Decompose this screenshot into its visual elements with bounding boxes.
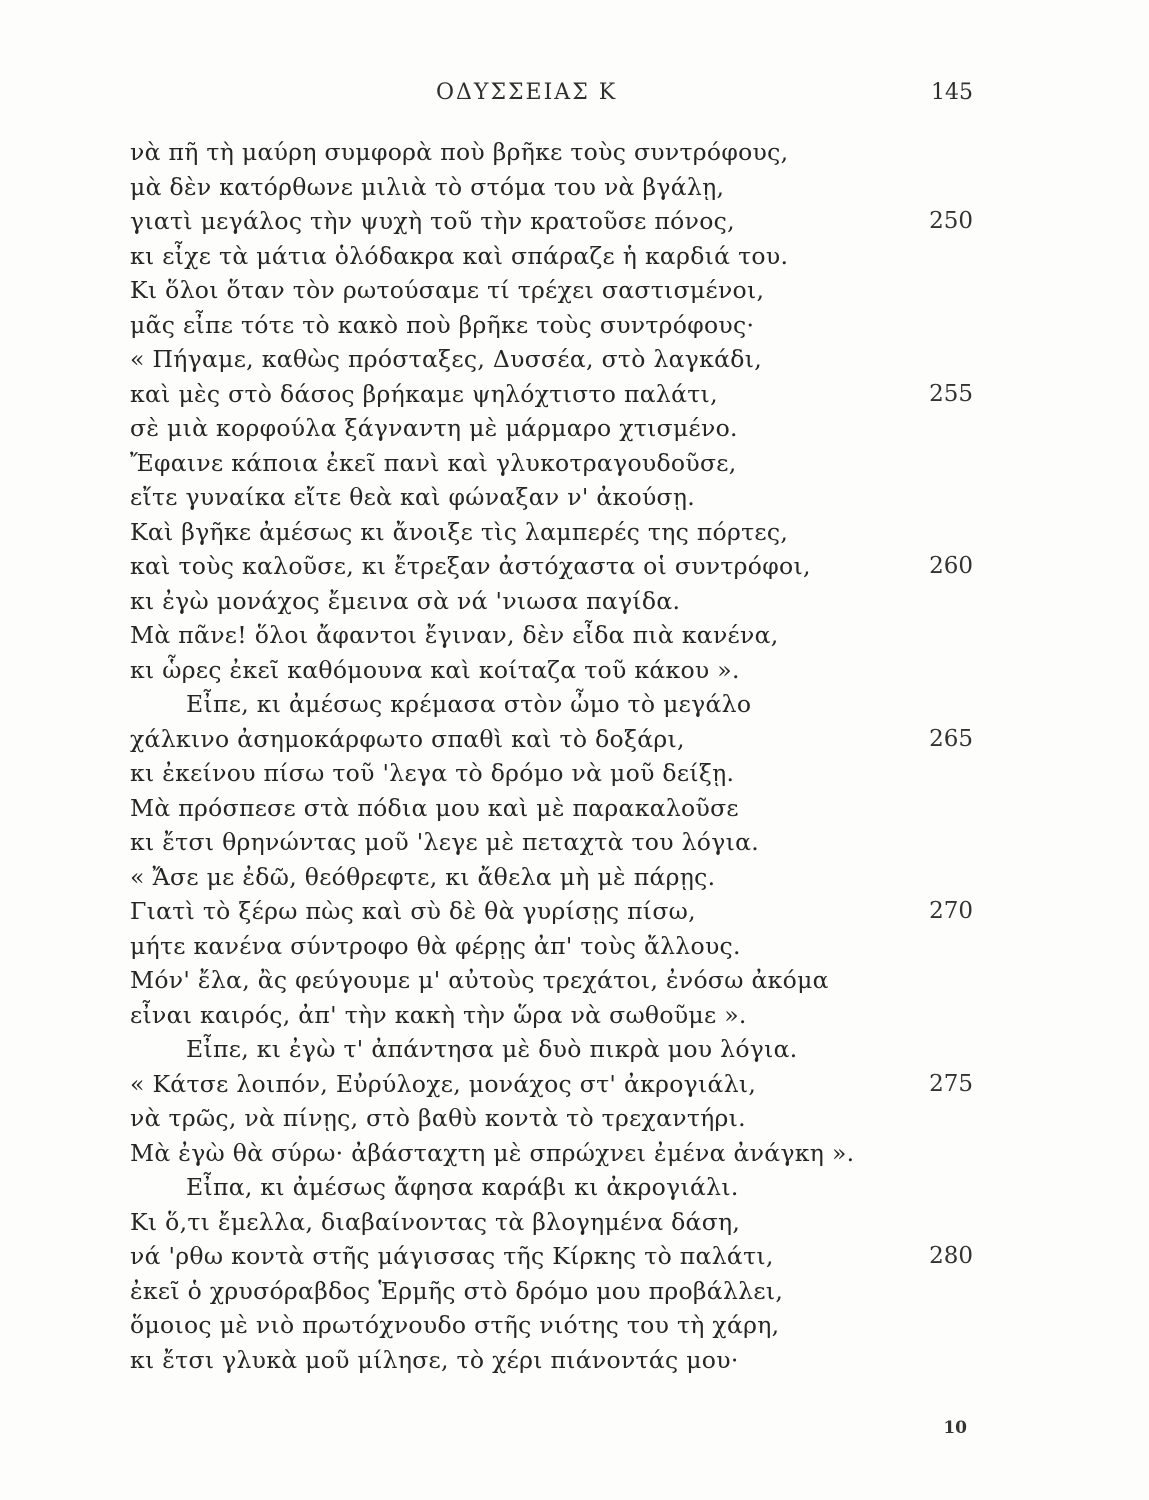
verse-number: 265 — [929, 725, 973, 752]
verse-line — [0, 1067, 1149, 1102]
verse-line — [0, 308, 1149, 343]
verse-line — [0, 756, 1149, 791]
verse-text: Εἶπε, κι ἀμέσως κρέμασα στὸν ὦμο τὸ μεγάλο — [186, 690, 752, 718]
running-head — [0, 80, 1149, 114]
verse-line — [0, 549, 1149, 584]
signature-mark: 10 — [943, 1418, 967, 1438]
verse-line — [0, 1101, 1149, 1136]
verse-text: Κι ὅ,τι ἔμελλα, διαβαίνοντας τὰ βλογημένα δάση, — [130, 1207, 741, 1236]
verse-line — [0, 653, 1149, 688]
verse-text: Μόν' ἔλα, ἂς φεύγουμε μ' αὐτοὺς τρεχάτοι, ἐνόσω ἀκόμα — [130, 966, 829, 994]
verse-text: Εἶπα, κι ἀμέσως ἄφησα καράβι κι ἀκρογιάλι. — [186, 1173, 739, 1201]
verse-line — [0, 1274, 1149, 1309]
verse-line — [0, 1205, 1149, 1240]
verse-number: 250 — [929, 208, 973, 234]
verse-line — [0, 618, 1149, 653]
verse-text: Μὰ πρόσπεσε στὰ πόδια μου καὶ μὲ παρακαλοῦσε — [130, 793, 739, 822]
verse-line — [0, 825, 1149, 860]
verse-number: 270 — [929, 898, 973, 924]
verse-text: Εἶπε, κι ἐγὼ τ' ἀπάντησα μὲ δυὸ πικρὰ μου λόγια. — [186, 1035, 798, 1063]
verse-line — [0, 860, 1149, 895]
verse-line — [0, 929, 1149, 964]
verse-line — [0, 963, 1149, 998]
page-number: 145 — [931, 80, 973, 105]
verse-line — [0, 1170, 1149, 1205]
verse-text: σὲ μιὰ κορφούλα ξάγναντη μὲ μάρμαρο χτισμένο. — [130, 414, 738, 442]
verse-number: 275 — [929, 1070, 973, 1097]
verse-line — [0, 1343, 1149, 1378]
verse-text: κι ἐκείνου πίσω τοῦ 'λεγα τὸ δρόμο νὰ μοῦ δείξῃ. — [130, 759, 735, 787]
verse-line — [0, 1308, 1149, 1343]
verse-text: Γιατὶ τὸ ξέρω πὼς καὶ σὺ δὲ θὰ γυρίσῃς πίσω, — [130, 897, 696, 925]
verse-text: κι ἔτσι γλυκὰ μοῦ μίλησε, τὸ χέρι πιάνοντάς μου· — [130, 1345, 739, 1374]
verse-text: καὶ τοὺς καλοῦσε, κι ἔτρεξαν ἀστόχαστα οἱ συντρόφοι, — [130, 552, 811, 580]
verse-line — [0, 411, 1149, 446]
verse-line — [0, 170, 1149, 205]
verse-line — [0, 584, 1149, 619]
verse-line — [0, 1032, 1149, 1067]
verse-text: νά 'ρθω κοντὰ στῆς μάγισσας τῆς Κίρκης τὸ παλάτι, — [130, 1242, 774, 1270]
verse-text: καὶ μὲς στὸ δάσος βρήκαμε ψηλόχτιστο παλάτι, — [130, 379, 718, 408]
verse-text: μὰ δὲν κατόρθωνε μιλιὰ τὸ στόμα του νὰ βγάλῃ, — [130, 172, 725, 201]
verse-text: χάλκινο ἀσημοκάρφωτο σπαθὶ καὶ τὸ δοξάρι, — [130, 724, 685, 753]
verse-text: μήτε κανένα σύντροφο θὰ φέρῃς ἀπ' τοὺς ἄλλους. — [130, 931, 741, 960]
verse-text: κι ὧρες ἐκεῖ καθόμουνα καὶ κοίταζα τοῦ κάκου ». — [130, 655, 740, 684]
verse-text: γιατὶ μεγάλος τὴν ψυχὴ τοῦ τὴν κρατοῦσε πόνος, — [130, 207, 735, 235]
verse-line — [0, 515, 1149, 550]
verse-line — [0, 342, 1149, 377]
verse-text: Μὰ πᾶνε! ὅλοι ἄφαντοι ἔγιναν, δὲν εἶδα πιὰ κανένα, — [130, 621, 779, 649]
verse-text: κι εἶχε τὰ μάτια ὁλόδακρα καὶ σπάραζε ἡ καρδιά του. — [130, 241, 789, 270]
verse-line — [0, 722, 1149, 757]
verse-block — [0, 135, 1149, 1377]
verse-text: Κι ὅλοι ὅταν τὸν ρωτούσαμε τί τρέχει σαστισμένοι, — [130, 276, 765, 304]
verse-line — [0, 894, 1149, 929]
verse-text: Καὶ βγῆκε ἀμέσως κι ἄνοιξε τὶς λαμπερές της πόρτες, — [130, 517, 789, 546]
verse-number: 255 — [929, 380, 973, 407]
verse-text: νὰ τρῶς, νὰ πίνῃς, στὸ βαθὺ κοντὰ τὸ τρεχαντήρι. — [130, 1104, 746, 1132]
verse-text: μᾶς εἶπε τότε τὸ κακὸ ποὺ βρῆκε τοὺς συντρόφους· — [130, 310, 755, 339]
verse-line — [0, 998, 1149, 1033]
verse-line — [0, 1136, 1149, 1171]
running-title: ΟΔΥΣΣΕΙΑΣ Κ — [436, 80, 618, 105]
verse-text: Μὰ ἐγὼ θὰ σύρω· ἀβάσταχτη μὲ σπρώχνει ἐμένα ἀνάγκη ». — [130, 1138, 855, 1167]
verse-text: νὰ πῆ τὴ μαύρη συμφορὰ ποὺ βρῆκε τοὺς συντρόφους, — [130, 138, 789, 166]
verse-line — [0, 239, 1149, 274]
verse-text: εἶναι καιρός, ἀπ' τὴν κακὴ τὴν ὥρα νὰ σωθοῦμε ». — [130, 1000, 747, 1029]
verse-line — [0, 377, 1149, 412]
verse-text: « Ἄσε με ἐδῶ, θεόθρεφτε, κι ἄθελα μὴ μὲ πάρῃς. — [130, 862, 716, 891]
verse-line — [0, 204, 1149, 239]
verse-text: κι ἐγὼ μονάχος ἔμεινα σὰ νά 'νιωσα παγίδα. — [130, 586, 681, 615]
verse-line — [0, 273, 1149, 308]
verse-line — [0, 687, 1149, 722]
verse-line — [0, 791, 1149, 826]
verse-text: ἐκεῖ ὁ χρυσόραβδος Ἑρμῆς στὸ δρόμο μου προβάλλει, — [130, 1276, 784, 1305]
verse-text: « Κάτσε λοιπόν, Εὐρύλοχε, μονάχος στ' ἀκρογιάλι, — [130, 1069, 757, 1098]
verse-text: Ἔφαινε κάποια ἐκεῖ πανὶ καὶ γλυκοτραγουδοῦσε, — [130, 448, 737, 477]
verse-line — [0, 480, 1149, 515]
verse-text: ὅμοιος μὲ νιὸ πρωτόχνουδο στῆς νιότης του τὴ χάρη, — [130, 1311, 780, 1339]
verse-text: εἴτε γυναίκα εἴτε θεὰ καὶ φώναξαν ν' ἀκούσῃ. — [130, 483, 696, 511]
verse-text: « Πήγαμε, καθὼς πρόσταξες, Δυσσέα, στὸ λαγκάδι, — [130, 345, 763, 373]
verse-line — [0, 1239, 1149, 1274]
verse-line — [0, 135, 1149, 170]
verse-number: 260 — [929, 553, 973, 579]
verse-text: κι ἔτσι θρηνώντας μοῦ 'λεγε μὲ πεταχτὰ του λόγια. — [130, 828, 760, 856]
verse-number: 280 — [929, 1243, 973, 1269]
verse-line — [0, 446, 1149, 481]
